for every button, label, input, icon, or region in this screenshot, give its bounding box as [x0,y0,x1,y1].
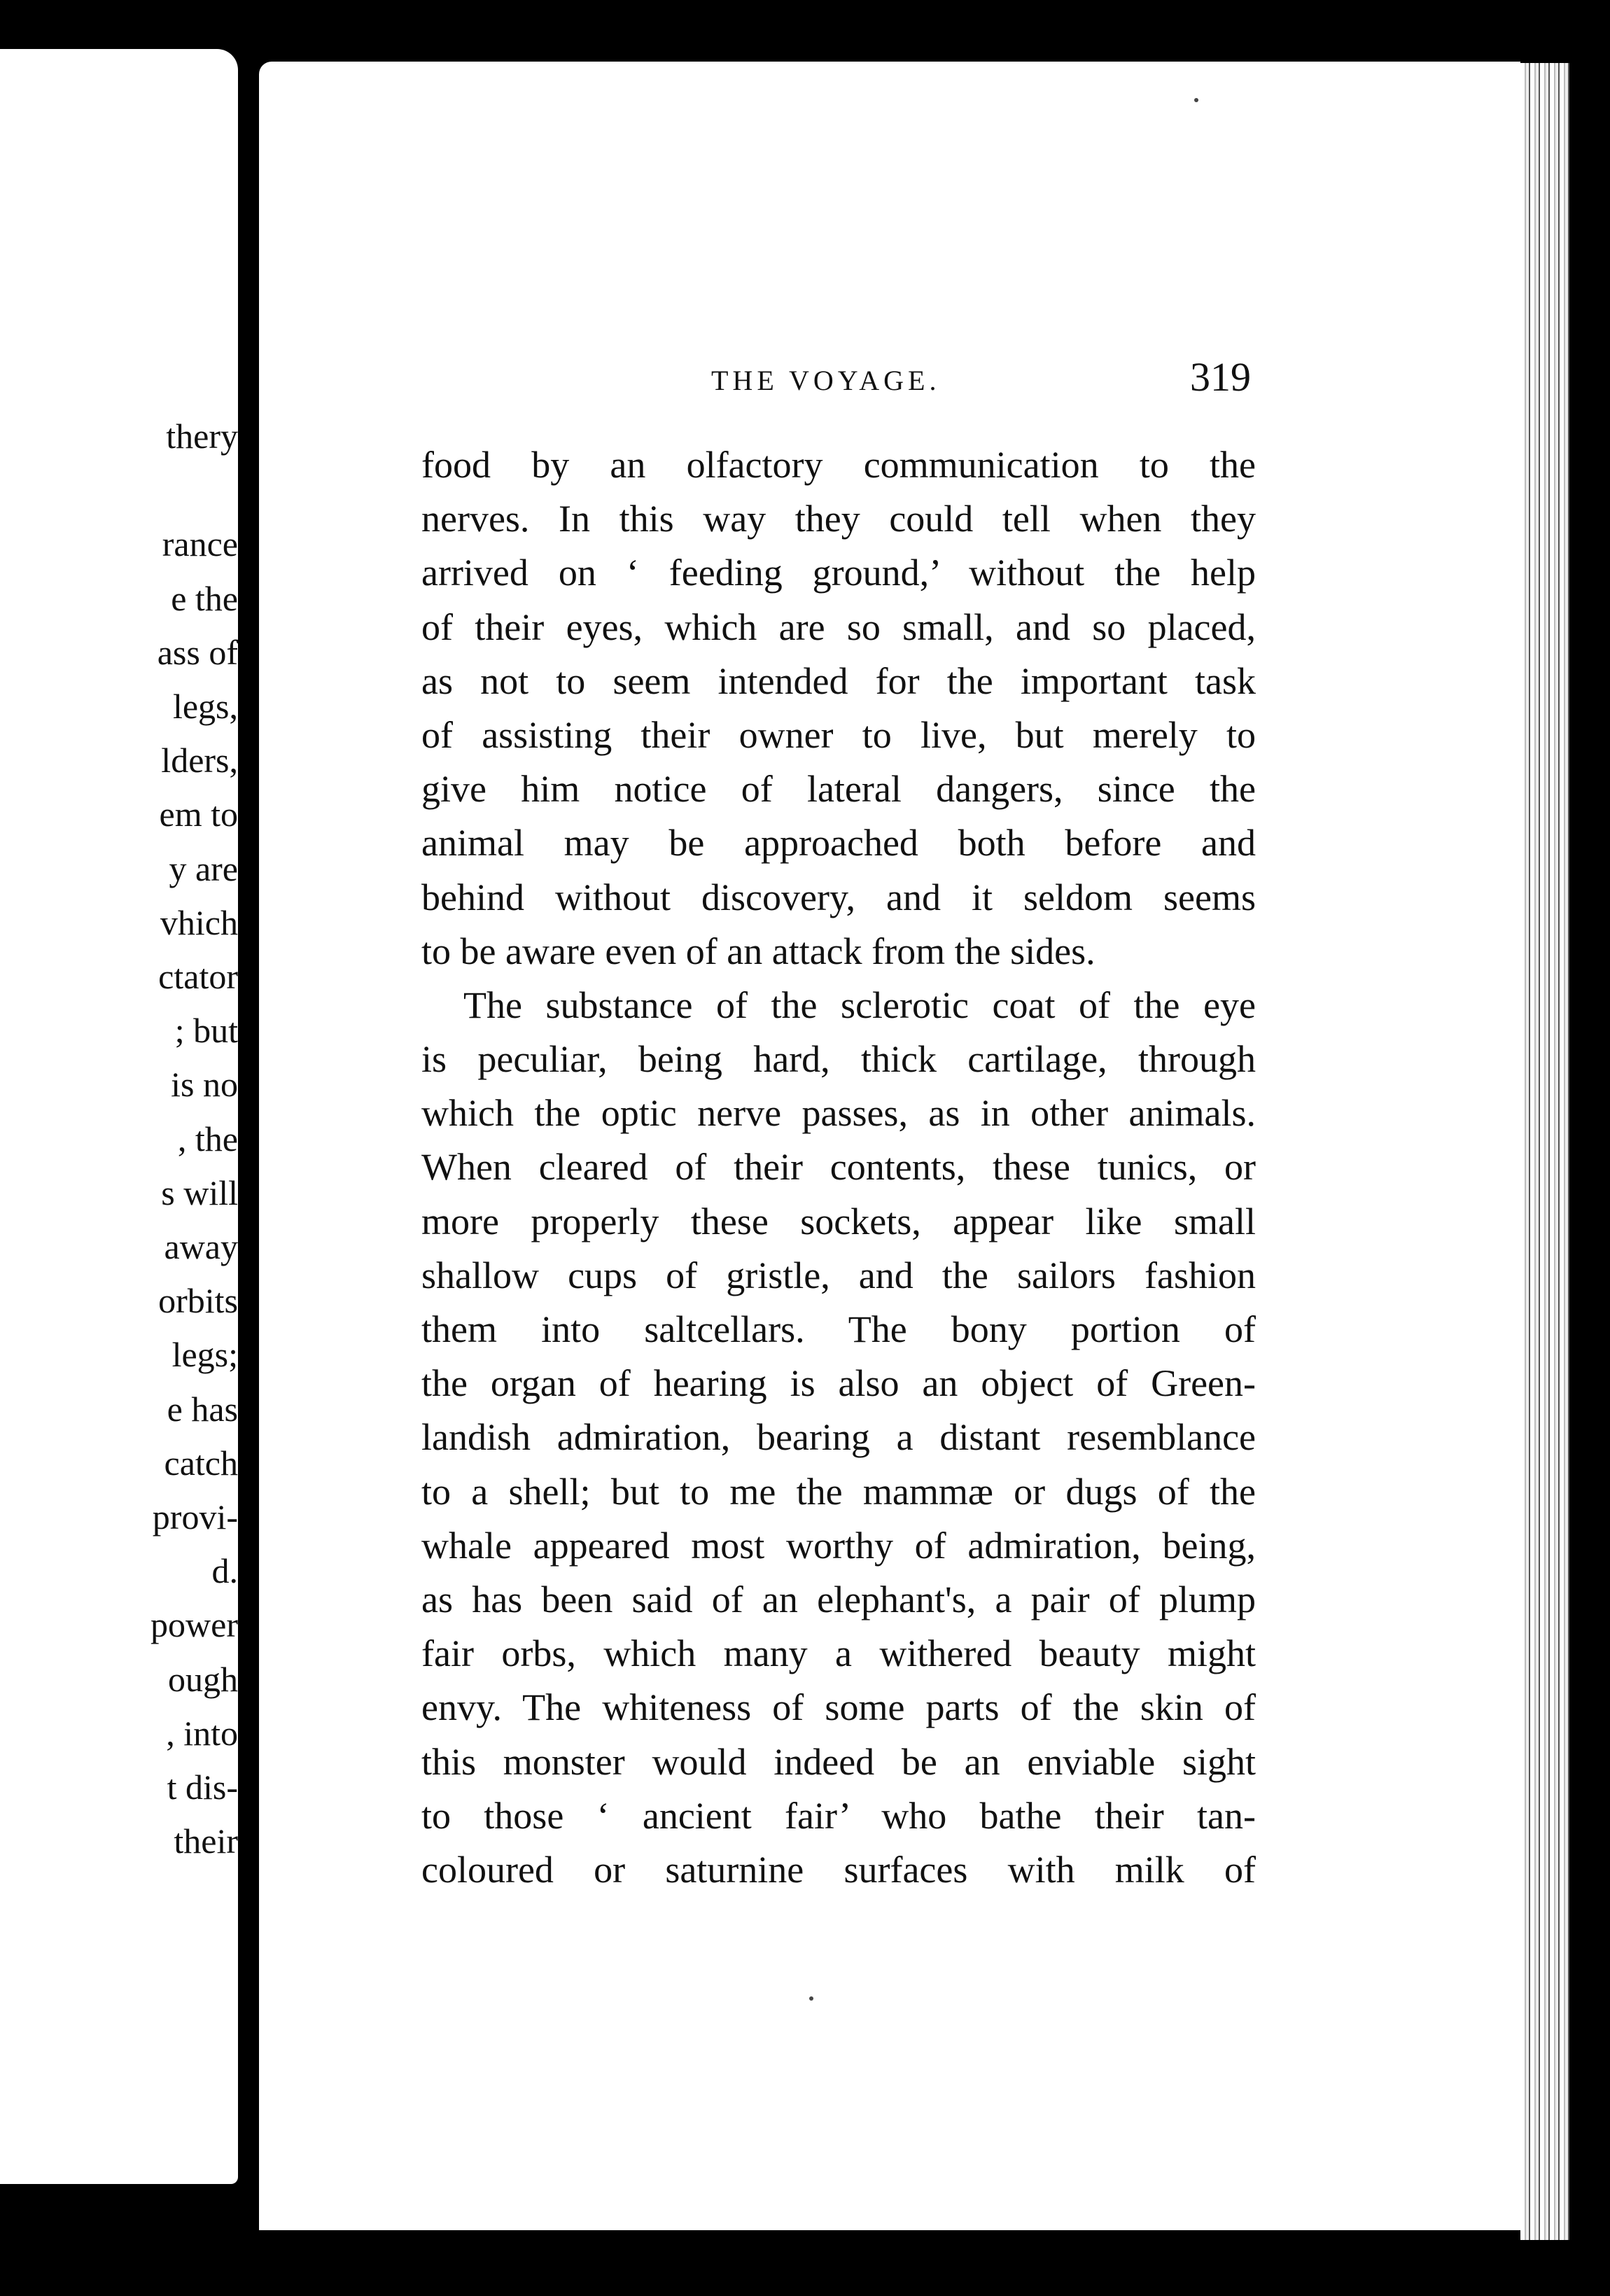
text-line: nerves. In this way they could tell when they [421,498,1256,540]
text-line: envy. The whiteness of some parts of the skin of [421,1686,1256,1729]
facing-page-line: legs, [172,687,238,726]
text-line: to those ‘ ancient fair’ who bathe their tan- [421,1794,1256,1837]
page-edges [1520,63,1569,2240]
text-line: of their eyes, which are so small, and so placed, [421,606,1256,648]
facing-page-line: ass of [157,632,238,672]
paper-speck [1194,98,1198,102]
text-line: food by an olfactory communication to the [421,444,1256,486]
facing-page-line: their [174,1821,238,1861]
facing-page-line: ctator [158,957,238,996]
text-line: coloured or saturnine surfaces with milk of [421,1848,1256,1891]
facing-page-line: provi- [152,1497,238,1536]
facing-page-line: lders, [161,741,238,780]
facing-page-line: legs; [172,1335,238,1375]
paper-speck [809,1996,813,2001]
text-line: as has been said of an elephant's, a pair of plump [421,1578,1256,1620]
text-line: to be aware even of an attack from the sides. [421,930,1096,972]
text-line: The substance of the sclerotic coat of the eye [463,983,1256,1026]
text-line: which the optic nerve passes, as in other animals. [421,1092,1256,1135]
facing-page-line: em to [159,794,238,834]
facing-page-line: power [150,1605,238,1645]
facing-page-line: orbits [158,1281,238,1321]
facing-page-line: ; but [174,1011,238,1051]
text-line: the organ of hearing is also an object of Green- [421,1362,1256,1405]
text-line: more properly these sockets, appear like small [421,1200,1256,1242]
facing-page [0,49,238,2184]
text-line: arrived on ‘ feeding ground,’ without the help [421,552,1256,594]
facing-page-line: is no [171,1065,238,1105]
book-gutter [238,0,259,2296]
text-line: shallow cups of gristle, and the sailors fashion [421,1254,1256,1296]
facing-page-line: vhich [160,902,238,942]
text-line: is peculiar, being hard, thick cartilage, through [421,1038,1256,1081]
facing-page-line: , into [166,1713,238,1753]
facing-page-line: d. [211,1551,238,1591]
facing-page-line: thery [166,416,238,456]
text-line: animal may be approached both before and [421,822,1256,864]
page-number: 319 [1190,354,1251,400]
facing-page-line: y are [169,848,238,888]
text-line: whale appeared most worthy of admiration, being, [421,1524,1256,1567]
facing-page-line: t dis- [167,1768,238,1807]
text-line: them into saltcellars. The bony portion of [421,1308,1256,1350]
facing-page-line: away [164,1227,238,1266]
body-text [421,438,1256,1897]
facing-page-line: rance [162,524,238,564]
paragraph [421,979,1256,1897]
text-line: of assisting their owner to live, but merely to [421,713,1256,756]
text-line: behind without discovery, and it seldom seems [421,876,1256,918]
facing-page-line: , the [177,1119,238,1158]
facing-page-line: s will [161,1172,238,1212]
paragraph [421,438,1256,979]
text-line: to a shell; but to me the mammæ or dugs of the [421,1470,1256,1513]
facing-page-line: e has [167,1389,238,1429]
text-line: landish admiration, bearing a distant resemblance [421,1416,1256,1459]
facing-page-line: catch [164,1443,238,1483]
facing-page-line: ough [168,1659,238,1699]
text-line: give him notice of lateral dangers, since the [421,768,1256,811]
text-line: When cleared of their contents, these tunics, or [421,1146,1256,1189]
running-title: THE VOYAGE. [711,365,941,396]
text-line: this monster would indeed be an enviable sight [421,1740,1256,1783]
text-line: fair orbs, which many a withered beauty might [421,1632,1256,1675]
facing-page-line: e the [171,578,238,618]
text-line: as not to seem intended for the important task [421,659,1256,702]
